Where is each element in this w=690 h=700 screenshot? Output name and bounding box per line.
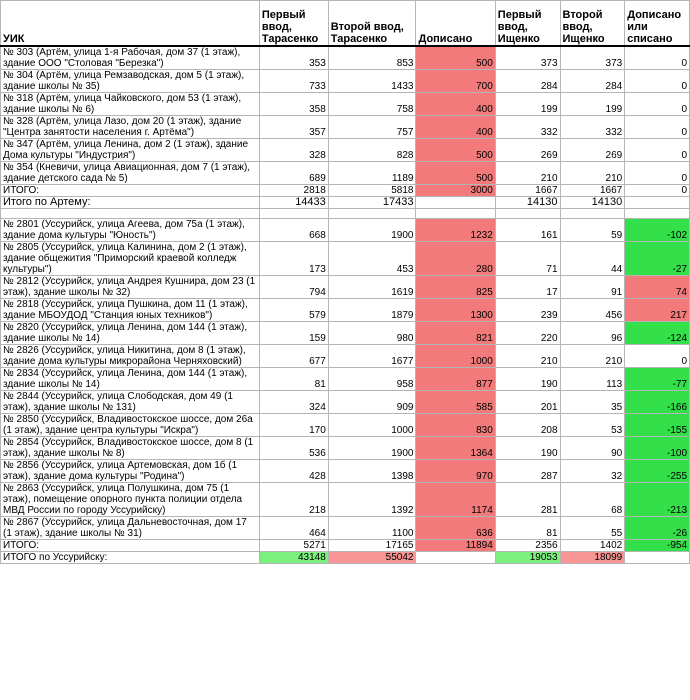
diff-cell[interactable]: 0 — [625, 116, 690, 139]
value-cell[interactable]: 358 — [259, 93, 328, 116]
value-cell[interactable]: 1100 — [328, 517, 416, 540]
value-cell[interactable]: 71 — [495, 242, 560, 276]
value-cell[interactable]: 733 — [259, 70, 328, 93]
added-cell[interactable]: 700 — [416, 70, 495, 93]
station-name-cell[interactable]: № 2856 (Уссурийск, улица Артемовская, дом 1б (1 этаж), здание дома культуры "Родина") — [1, 460, 260, 483]
grand-cell[interactable]: 14130 — [560, 197, 625, 209]
total-cell[interactable]: 1667 — [495, 185, 560, 197]
value-cell[interactable]: 81 — [495, 517, 560, 540]
station-name-cell[interactable]: № 303 (Артём, улица 1-я Рабочая, дом 37 (1 этаж), здание ООО "Столовая "Березка") — [1, 46, 260, 70]
removed-cell[interactable]: -213 — [625, 483, 690, 517]
table-row — [1, 345, 690, 368]
added-cell[interactable]: 825 — [416, 276, 495, 299]
removed-cell[interactable]: -166 — [625, 391, 690, 414]
added-cell[interactable]: 585 — [416, 391, 495, 414]
table-row — [1, 368, 690, 391]
value-cell[interactable]: 1619 — [328, 276, 416, 299]
grand-cell[interactable]: 43148 — [259, 552, 328, 564]
removed-cell[interactable]: -26 — [625, 517, 690, 540]
station-name-cell[interactable]: № 2863 (Уссурийск, улица Полушкина, дом 75 (1 этаж), помещение опорного пункта полиции отдела МВД России по городу Уссурийску) — [1, 483, 260, 517]
grand-cell[interactable]: 55042 — [328, 552, 416, 564]
header-first-tarasenko[interactable]: Первый ввод, Тарасенко — [259, 1, 328, 47]
station-name-cell[interactable]: № 347 (Артём, улица Ленина, дом 2 (1 этаж), здание Дома культуры "Индустрия") — [1, 139, 260, 162]
header-row — [1, 1, 690, 47]
value-cell[interactable]: 757 — [328, 116, 416, 139]
value-cell[interactable]: 357 — [259, 116, 328, 139]
value-cell[interactable]: 159 — [259, 322, 328, 345]
value-cell[interactable]: 81 — [259, 368, 328, 391]
added-cell[interactable]: 280 — [416, 242, 495, 276]
ussuriysk-total-row — [1, 540, 690, 552]
header-second-ishchenko[interactable]: Второй ввод, Ищенко — [560, 1, 625, 47]
added-cell[interactable]: 500 — [416, 139, 495, 162]
table-row — [1, 46, 690, 70]
artem-total-row — [1, 185, 690, 197]
value-cell[interactable]: 456 — [560, 299, 625, 322]
added-cell[interactable]: 1000 — [416, 345, 495, 368]
total-cell-added[interactable]: 11894 — [416, 540, 495, 552]
grand-cell-empty[interactable] — [416, 197, 495, 209]
removed-cell[interactable]: -77 — [625, 368, 690, 391]
table-row — [1, 414, 690, 437]
station-name-cell[interactable]: № 2844 (Уссурийск, улица Слободская, дом 49 (1 этаж), здание школы № 131) — [1, 391, 260, 414]
ussuriysk-summary — [1, 540, 690, 564]
removed-cell[interactable]: -124 — [625, 322, 690, 345]
value-cell[interactable]: 190 — [495, 368, 560, 391]
total-cell[interactable]: 5818 — [328, 185, 416, 197]
added-cell[interactable]: 830 — [416, 414, 495, 437]
table-row — [1, 70, 690, 93]
value-cell[interactable]: 210 — [495, 162, 560, 185]
grand-cell[interactable]: 19053 — [495, 552, 560, 564]
station-name-cell[interactable]: № 328 (Артём, улица Лазо, дом 20 (1 этаж), здание "Центра занятости населения г. Артёма") — [1, 116, 260, 139]
value-cell[interactable]: 173 — [259, 242, 328, 276]
value-cell[interactable]: 284 — [495, 70, 560, 93]
value-cell[interactable]: 1900 — [328, 219, 416, 242]
value-cell[interactable]: 287 — [495, 460, 560, 483]
grand-cell-empty[interactable] — [625, 552, 690, 564]
added-cell[interactable]: 400 — [416, 93, 495, 116]
ussuriysk-section — [1, 219, 690, 540]
grand-cell[interactable]: 14130 — [495, 197, 560, 209]
value-cell[interactable]: 464 — [259, 517, 328, 540]
empty-cell[interactable] — [259, 209, 328, 219]
value-cell[interactable]: 113 — [560, 368, 625, 391]
table-row — [1, 116, 690, 139]
added-cell[interactable]: 1364 — [416, 437, 495, 460]
grand-cell-empty[interactable] — [416, 552, 495, 564]
total-cell-added[interactable]: 3000 — [416, 185, 495, 197]
station-name-cell[interactable]: № 2820 (Уссурийск, улица Ленина, дом 144 (1 этаж), здание школы № 14) — [1, 322, 260, 345]
value-cell[interactable]: 210 — [560, 345, 625, 368]
added-extra-cell[interactable]: 217 — [625, 299, 690, 322]
station-name-cell[interactable]: № 2812 (Уссурийск, улица Андрея Кушнира, дом 23 (1 этаж), здание школы № 32) — [1, 276, 260, 299]
header-second-tarasenko[interactable]: Второй ввод, Тарасенко — [328, 1, 416, 47]
total-cell[interactable]: 2356 — [495, 540, 560, 552]
value-cell[interactable]: 161 — [495, 219, 560, 242]
station-name-cell[interactable]: № 2818 (Уссурийск, улица Пушкина, дом 11 (1 этаж), здание МБОУДОД "Станция юных техников") — [1, 299, 260, 322]
table-row — [1, 299, 690, 322]
value-cell[interactable]: 210 — [495, 345, 560, 368]
table-row — [1, 391, 690, 414]
value-cell[interactable]: 328 — [259, 139, 328, 162]
added-extra-cell[interactable]: 74 — [625, 276, 690, 299]
removed-cell[interactable]: -155 — [625, 414, 690, 437]
total-cell[interactable]: 17165 — [328, 540, 416, 552]
station-name-cell[interactable]: № 2867 (Уссурийск, улица Дальневосточная, дом 17 (1 этаж), здание школы № 31) — [1, 517, 260, 540]
value-cell[interactable]: 281 — [495, 483, 560, 517]
station-name-cell[interactable]: № 2834 (Уссурийск, улица Ленина, дом 144 (1 этаж), здание школы № 14) — [1, 368, 260, 391]
value-cell[interactable]: 1398 — [328, 460, 416, 483]
value-cell[interactable]: 428 — [259, 460, 328, 483]
added-cell[interactable]: 400 — [416, 116, 495, 139]
empty-cell[interactable] — [328, 209, 416, 219]
diff-cell[interactable]: 0 — [625, 46, 690, 70]
artem-grand-row — [1, 197, 690, 209]
table-row — [1, 322, 690, 345]
spacer-row — [1, 209, 690, 219]
value-cell[interactable]: 1392 — [328, 483, 416, 517]
grand-cell[interactable]: 14433 — [259, 197, 328, 209]
table-row — [1, 483, 690, 517]
total-cell-removed[interactable]: -954 — [625, 540, 690, 552]
empty-cell[interactable] — [625, 209, 690, 219]
value-cell[interactable]: 828 — [328, 139, 416, 162]
table-row — [1, 139, 690, 162]
empty-cell[interactable] — [416, 209, 495, 219]
value-cell[interactable]: 677 — [259, 345, 328, 368]
table-row — [1, 276, 690, 299]
value-cell[interactable]: 758 — [328, 93, 416, 116]
value-cell[interactable]: 96 — [560, 322, 625, 345]
value-cell[interactable]: 1900 — [328, 437, 416, 460]
value-cell[interactable]: 794 — [259, 276, 328, 299]
added-cell[interactable]: 1232 — [416, 219, 495, 242]
grand-label[interactable]: Итого по Артему: — [1, 197, 260, 209]
station-name-cell[interactable]: № 304 (Артём, улица Ремзаводская, дом 5 (1 этаж), здание школы № 35) — [1, 70, 260, 93]
total-cell[interactable]: 0 — [625, 185, 690, 197]
station-name-cell[interactable]: № 2850 (Уссурийск, Владивостокское шоссе, дом 26а (1 этаж), здание центра культуры "Искра") — [1, 414, 260, 437]
value-cell[interactable]: 32 — [560, 460, 625, 483]
empty-cell[interactable] — [1, 209, 260, 219]
value-cell[interactable]: 332 — [560, 116, 625, 139]
value-cell[interactable]: 689 — [259, 162, 328, 185]
added-cell[interactable]: 970 — [416, 460, 495, 483]
header-added[interactable]: Дописано — [416, 1, 495, 47]
value-cell[interactable]: 373 — [560, 46, 625, 70]
header-uik[interactable]: УИК — [1, 1, 260, 47]
total-cell[interactable]: 1667 — [560, 185, 625, 197]
value-cell[interactable]: 17 — [495, 276, 560, 299]
station-name-cell[interactable]: № 318 (Артём, улица Чайковского, дом 53 (1 этаж), здание школы № 6) — [1, 93, 260, 116]
value-cell[interactable]: 90 — [560, 437, 625, 460]
value-cell[interactable]: 59 — [560, 219, 625, 242]
header-added-or-removed[interactable]: Дописано или списано — [625, 1, 690, 47]
total-label[interactable]: ИТОГО: — [1, 185, 260, 197]
station-name-cell[interactable]: № 2826 (Уссурийск, улица Никитина, дом 8 (1 этаж), здание дома культуры микрорайона Черняховский) — [1, 345, 260, 368]
table-row — [1, 517, 690, 540]
total-cell[interactable]: 1402 — [560, 540, 625, 552]
value-cell[interactable]: 284 — [560, 70, 625, 93]
value-cell[interactable]: 199 — [560, 93, 625, 116]
value-cell[interactable]: 536 — [259, 437, 328, 460]
value-cell[interactable]: 269 — [495, 139, 560, 162]
value-cell[interactable]: 324 — [259, 391, 328, 414]
value-cell[interactable]: 909 — [328, 391, 416, 414]
value-cell[interactable]: 1879 — [328, 299, 416, 322]
table-row — [1, 242, 690, 276]
table-row — [1, 460, 690, 483]
value-cell[interactable]: 579 — [259, 299, 328, 322]
value-cell[interactable]: 68 — [560, 483, 625, 517]
added-cell[interactable]: 1174 — [416, 483, 495, 517]
value-cell[interactable]: 218 — [259, 483, 328, 517]
value-cell[interactable]: 55 — [560, 517, 625, 540]
value-cell[interactable]: 1677 — [328, 345, 416, 368]
station-name-cell[interactable]: № 2854 (Уссурийск, Владивостокское шоссе, дом 8 (1 этаж), здание школы № 8) — [1, 437, 260, 460]
artem-section — [1, 46, 690, 185]
value-cell[interactable]: 453 — [328, 242, 416, 276]
value-cell[interactable]: 53 — [560, 414, 625, 437]
grand-cell[interactable]: 17433 — [328, 197, 416, 209]
value-cell[interactable]: 190 — [495, 437, 560, 460]
added-cell[interactable]: 500 — [416, 162, 495, 185]
empty-cell[interactable] — [495, 209, 560, 219]
added-cell[interactable]: 636 — [416, 517, 495, 540]
value-cell[interactable]: 208 — [495, 414, 560, 437]
value-cell[interactable]: 1189 — [328, 162, 416, 185]
value-cell[interactable]: 199 — [495, 93, 560, 116]
value-cell[interactable]: 1433 — [328, 70, 416, 93]
removed-cell[interactable]: -255 — [625, 460, 690, 483]
station-name-cell[interactable]: № 354 (Кневичи, улица Авиационная, дом 7 (1 этаж), здание детского сада № 5) — [1, 162, 260, 185]
removed-cell[interactable]: -27 — [625, 242, 690, 276]
table-row — [1, 162, 690, 185]
value-cell[interactable]: 958 — [328, 368, 416, 391]
artem-summary — [1, 185, 690, 219]
station-name-cell[interactable]: № 2805 (Уссурийск, улица Калинина, дом 2 (1 этаж), здание общежития "Приморский краевой колледж культуры") — [1, 242, 260, 276]
empty-cell[interactable] — [560, 209, 625, 219]
removed-cell[interactable]: -100 — [625, 437, 690, 460]
value-cell[interactable]: 220 — [495, 322, 560, 345]
value-cell[interactable]: 44 — [560, 242, 625, 276]
added-cell[interactable]: 877 — [416, 368, 495, 391]
value-cell[interactable]: 91 — [560, 276, 625, 299]
value-cell[interactable]: 170 — [259, 414, 328, 437]
value-cell[interactable]: 201 — [495, 391, 560, 414]
grand-label[interactable]: ИТОГО по Уссурийску: — [1, 552, 260, 564]
value-cell[interactable]: 980 — [328, 322, 416, 345]
diff-cell[interactable]: 0 — [625, 93, 690, 116]
total-label[interactable]: ИТОГО: — [1, 540, 260, 552]
value-cell[interactable]: 239 — [495, 299, 560, 322]
grand-cell[interactable]: 18099 — [560, 552, 625, 564]
grand-cell-empty[interactable] — [625, 197, 690, 209]
removed-cell[interactable]: -102 — [625, 219, 690, 242]
value-cell[interactable]: 853 — [328, 46, 416, 70]
diff-cell[interactable]: 0 — [625, 162, 690, 185]
diff-cell[interactable]: 0 — [625, 345, 690, 368]
value-cell[interactable]: 35 — [560, 391, 625, 414]
added-cell[interactable]: 500 — [416, 46, 495, 70]
station-name-cell[interactable]: № 2801 (Уссурийск, улица Агеева, дом 75а (1 этаж), здание дома культуры "Юность") — [1, 219, 260, 242]
table-row — [1, 93, 690, 116]
diff-cell[interactable]: 0 — [625, 70, 690, 93]
value-cell[interactable]: 1000 — [328, 414, 416, 437]
added-cell[interactable]: 821 — [416, 322, 495, 345]
total-cell[interactable]: 2818 — [259, 185, 328, 197]
value-cell[interactable]: 353 — [259, 46, 328, 70]
table-row — [1, 219, 690, 242]
table-row — [1, 437, 690, 460]
ussuriysk-grand-row — [1, 552, 690, 564]
value-cell[interactable]: 668 — [259, 219, 328, 242]
header-first-ishchenko[interactable]: Первый ввод, Ищенко — [495, 1, 560, 47]
value-cell[interactable]: 332 — [495, 116, 560, 139]
value-cell[interactable]: 210 — [560, 162, 625, 185]
diff-cell[interactable]: 0 — [625, 139, 690, 162]
value-cell[interactable]: 269 — [560, 139, 625, 162]
total-cell[interactable]: 5271 — [259, 540, 328, 552]
value-cell[interactable]: 373 — [495, 46, 560, 70]
added-cell[interactable]: 1300 — [416, 299, 495, 322]
